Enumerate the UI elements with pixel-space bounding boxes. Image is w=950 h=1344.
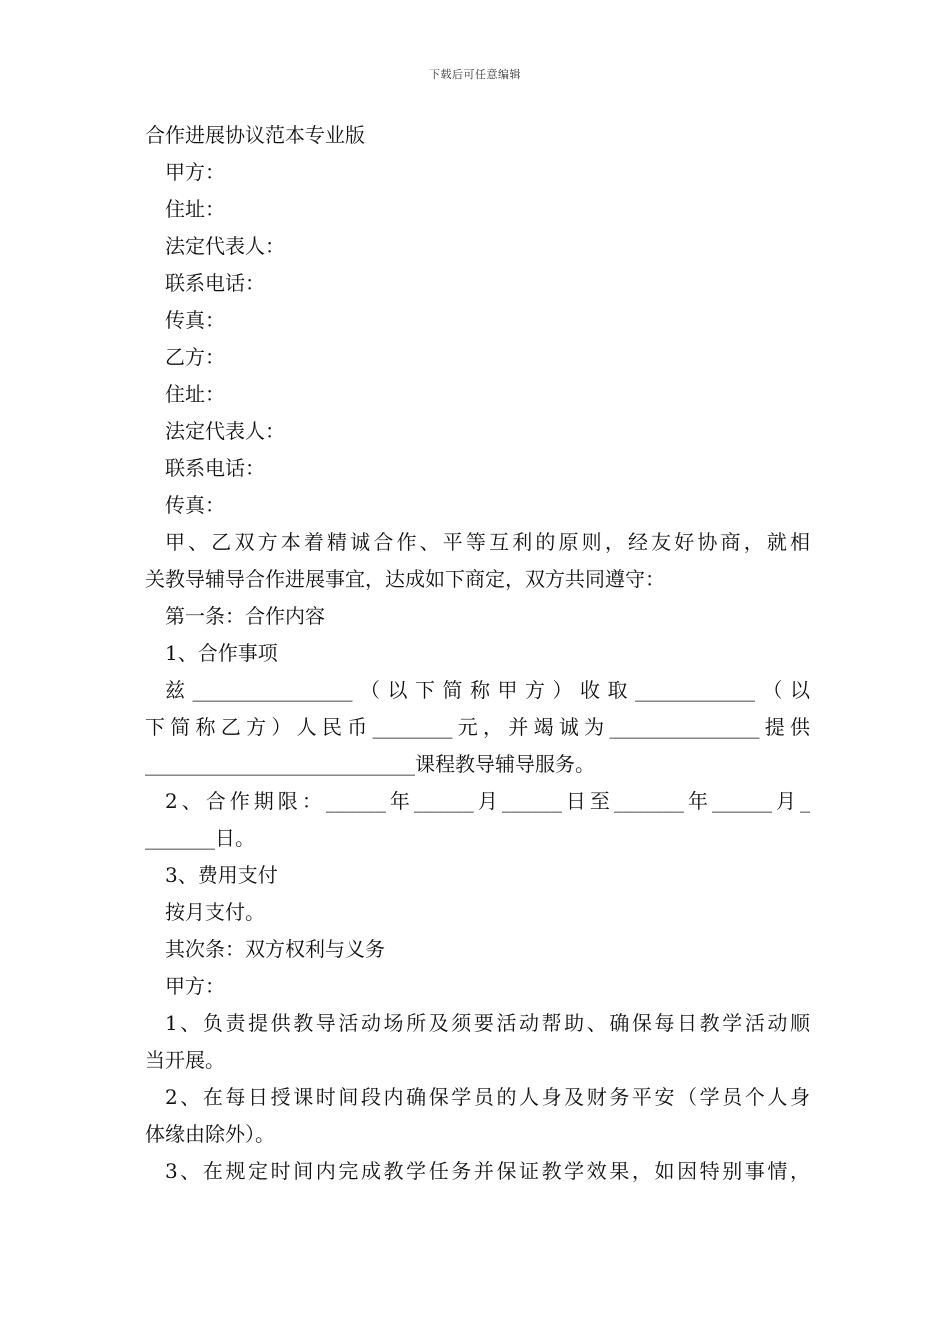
item-1-heading: 1、合作事项 xyxy=(165,641,278,665)
article-2-heading: 其次条：双方权利与义务 xyxy=(165,937,385,961)
party-a-address: 住址： xyxy=(165,197,225,221)
article-2-party-a-label: 甲方： xyxy=(165,974,225,998)
party-a-label: 甲方： xyxy=(165,160,225,184)
preamble-line-2: 关教导辅导合作进展事宜，达成如下商定，双方共同遵守： xyxy=(145,567,665,591)
item-3-body: 按月支付。 xyxy=(165,900,265,924)
item-1-line-3: ___________________________课程教导辅导服务。 xyxy=(145,752,595,776)
party-b-fax: 传真： xyxy=(165,493,225,517)
duty-1-line-2: 当开展。 xyxy=(145,1048,225,1072)
party-a-representative: 法定代表人： xyxy=(165,234,285,258)
party-b-label: 乙方： xyxy=(165,345,225,369)
item-3-heading: 3、费用支付 xyxy=(165,863,278,887)
party-b-representative: 法定代表人： xyxy=(165,419,285,443)
item-1-line-2: 下简称乙方）人民币________元，并竭诚为_______________提供 xyxy=(145,715,810,739)
party-a-phone: 联系电话： xyxy=(165,271,265,295)
duty-1-line-1: 1、负责提供教导活动场所及须要活动帮助、确保每日教学活动顺 xyxy=(165,1011,810,1035)
preamble-line-1: 甲、乙双方本着精诚合作、平等互利的原则，经友好协商，就相 xyxy=(165,530,810,554)
document-title: 合作进展协议范本专业版 xyxy=(145,123,365,147)
item-2-line-1: 2、合作期限：______年______月______日至_______年______月_ xyxy=(165,789,810,813)
duty-3-line-1: 3、在规定时间内完成教学任务并保证教学效果，如因特别事情， xyxy=(165,1159,810,1183)
party-b-phone: 联系电话： xyxy=(165,456,265,480)
page-header: 下载后可任意编辑 xyxy=(429,68,521,81)
item-1-line-1: 兹________________（以下简称甲方）收取____________（以 xyxy=(165,678,810,702)
party-a-fax: 传真： xyxy=(165,308,225,332)
duty-2-line-2: 体缘由除外）。 xyxy=(145,1122,275,1146)
article-1-heading: 第一条：合作内容 xyxy=(165,604,325,628)
document-body xyxy=(145,117,810,1190)
duty-2-line-1: 2、在每日授课时间段内确保学员的人身及财务平安（学员个人身 xyxy=(165,1085,810,1109)
party-b-address: 住址： xyxy=(165,382,225,406)
item-2-line-2: _______日。 xyxy=(145,826,255,850)
